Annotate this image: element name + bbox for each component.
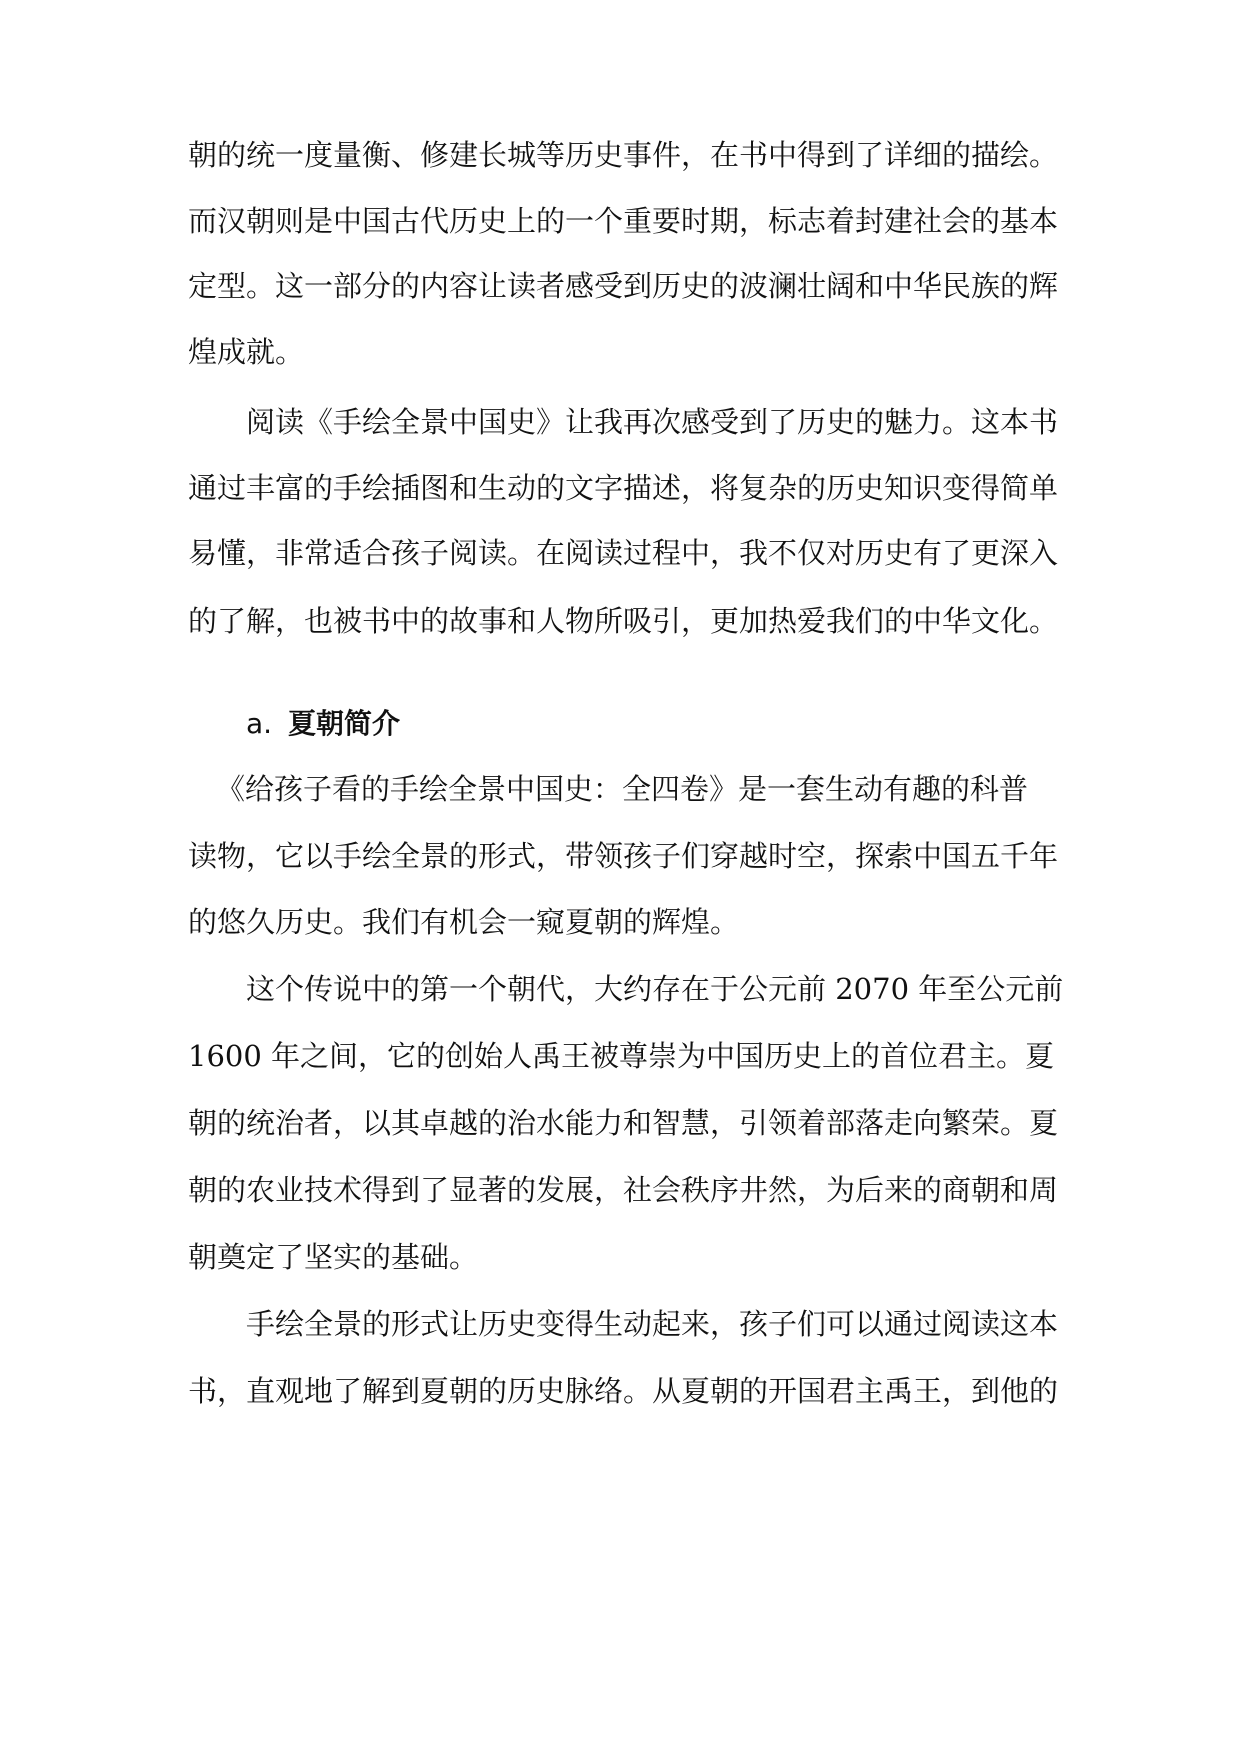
body-text-line: 定型。这一部分的内容让读者感受到历史的波澜壮阔和中华民族的辉 xyxy=(188,269,1059,303)
body-text-line: 的悠久历史。我们有机会一窥夏朝的辉煌。 xyxy=(188,905,740,939)
body-text-line: 1600 年之间，它的创始人禹王被尊崇为中国历史上的首位君主。夏 xyxy=(188,1039,1055,1073)
body-text-line: 读物，它以手绘全景的形式，带领孩子们穿越时空，探索中国五千年 xyxy=(188,839,1059,873)
body-text-line: 朝的统一度量衡、修建长城等历史事件，在书中得到了详细的描绘。 xyxy=(188,138,1059,172)
body-text-line: 阅读《手绘全景中国史》让我再次感受到了历史的魅力。这本书 xyxy=(246,405,1059,439)
section-heading xyxy=(246,702,400,746)
section-heading-marker: a. xyxy=(246,707,273,740)
body-text-line: 易懂，非常适合孩子阅读。在阅读过程中，我不仅对历史有了更深入 xyxy=(188,536,1059,570)
body-text-line: 《给孩子看的手绘全景中国史：全四卷》是一套生动有趣的科普 xyxy=(216,772,1029,806)
body-text-line: 朝的统治者，以其卓越的治水能力和智慧，引领着部落走向繁荣。夏 xyxy=(188,1106,1059,1140)
body-text-line: 而汉朝则是中国古代历史上的一个重要时期，标志着封建社会的基本 xyxy=(188,204,1059,238)
body-text-line: 朝奠定了坚实的基础。 xyxy=(188,1240,479,1274)
body-text-line: 通过丰富的手绘插图和生动的文字描述，将复杂的历史知识变得简单 xyxy=(188,471,1059,505)
body-text-line: 书，直观地了解到夏朝的历史脉络。从夏朝的开国君主禹王，到他的 xyxy=(188,1374,1059,1408)
body-text-line: 手绘全景的形式让历史变得生动起来，孩子们可以通过阅读这本 xyxy=(246,1307,1059,1341)
body-text-line: 的了解，也被书中的故事和人物所吸引，更加热爱我们的中华文化。 xyxy=(188,604,1059,638)
body-text-line: 朝的农业技术得到了显著的发展，社会秩序井然，为后来的商朝和周 xyxy=(188,1173,1059,1207)
body-text-line: 这个传说中的第一个朝代，大约存在于公元前 2070 年至公元前 xyxy=(246,972,1064,1006)
section-heading-title: 夏朝简介 xyxy=(288,707,401,740)
body-text-line: 煌成就。 xyxy=(188,335,305,369)
